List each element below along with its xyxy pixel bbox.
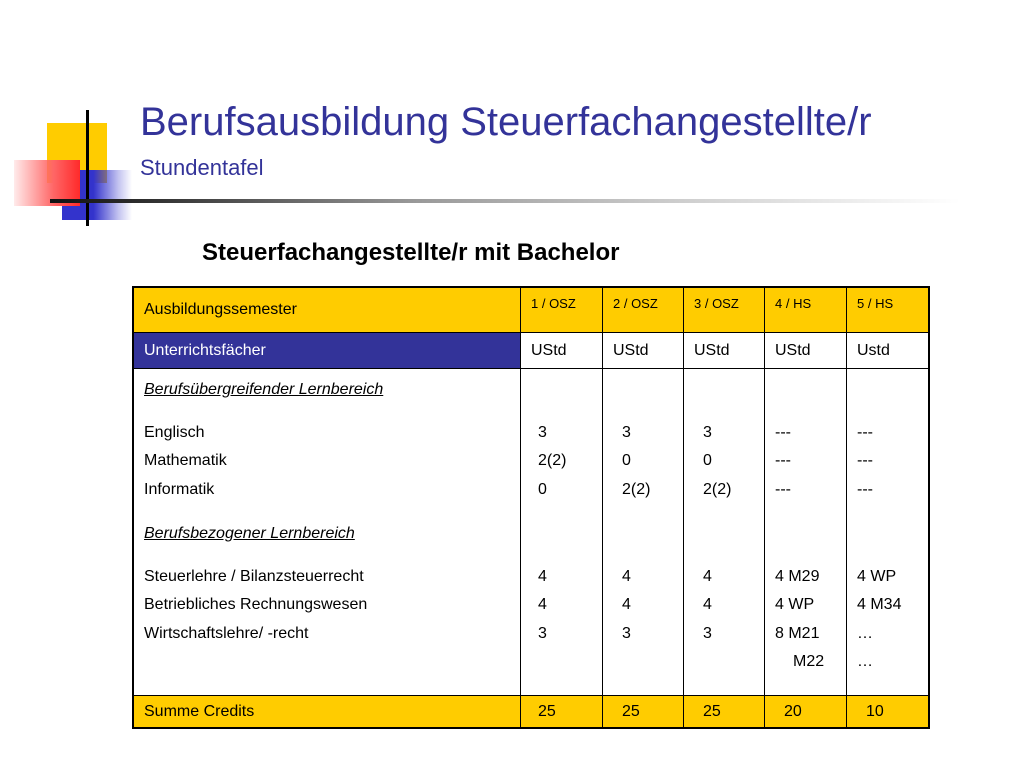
semester-4-values: [765, 369, 847, 696]
sum-1: 25: [521, 696, 603, 729]
title-underline: [50, 199, 960, 203]
subjects-label: Unterrichtsfächer: [133, 333, 521, 369]
value: 4 M34: [857, 596, 902, 613]
value: 0: [622, 452, 631, 469]
value: ---: [775, 452, 791, 469]
semester-row: [133, 287, 929, 333]
semester-3: 3 / OSZ: [684, 287, 765, 333]
table-heading: Steuerfachangestellte/r mit Bachelor: [202, 239, 620, 266]
sum-3: 25: [684, 696, 765, 729]
value: 2(2): [622, 480, 651, 498]
subject-tax: Steuerlehre / Bilanzsteuerrecht: [144, 567, 364, 585]
semester-2: 2 / OSZ: [603, 287, 684, 333]
unit-3: UStd: [684, 333, 765, 369]
value: 4 WP: [775, 596, 815, 613]
value: 4: [538, 567, 547, 585]
subject-informatics: Informatik: [144, 480, 215, 498]
value: ---: [857, 480, 873, 498]
value: 2(2): [538, 452, 567, 469]
sum-2: 25: [603, 696, 684, 729]
value: ---: [857, 452, 873, 469]
sum-row: [133, 696, 929, 729]
semester-1-values: [521, 369, 603, 696]
sum-5: 10: [847, 696, 930, 729]
value: 3: [538, 423, 547, 441]
subject-economics: Wirtschaftslehre/ -recht: [144, 624, 309, 642]
value: 4: [622, 596, 631, 613]
unit-1: UStd: [521, 333, 603, 369]
subject-english: Englisch: [144, 423, 205, 441]
unit-5: Ustd: [847, 333, 930, 369]
value: M22: [793, 653, 825, 670]
semester-5-values: [847, 369, 930, 696]
value: 3: [703, 624, 712, 642]
value: 3: [622, 624, 631, 642]
decor-vertical-line: [86, 110, 89, 226]
value: …: [857, 653, 873, 670]
units-row: [133, 333, 929, 369]
subjects-cell: [133, 369, 521, 696]
value: 4: [703, 567, 712, 585]
area-title-vocational: Berufsbezogener Lernbereich: [144, 525, 355, 542]
value: 2(2): [703, 480, 732, 498]
semester-2-values: [603, 369, 684, 696]
area-title-general: Berufsübergreifender Lernbereich: [144, 381, 384, 398]
unit-2: UStd: [603, 333, 684, 369]
value: 4: [538, 596, 547, 613]
value: 3: [538, 624, 547, 642]
sum-label: Summe Credits: [133, 696, 521, 729]
value: ---: [775, 423, 791, 441]
unit-4: UStd: [765, 333, 847, 369]
value: 0: [538, 480, 547, 498]
subject-math: Mathematik: [144, 452, 227, 469]
value: 4: [703, 596, 712, 613]
value: 0: [703, 452, 712, 469]
value: …: [857, 624, 873, 642]
semester-label: Ausbildungssemester: [133, 287, 521, 333]
semester-3-values: [684, 369, 765, 696]
slide-title: Berufsausbildung Steuerfachangestellte/r: [140, 100, 872, 144]
value: 3: [703, 423, 712, 441]
semester-5: 5 / HS: [847, 287, 930, 333]
sum-4: 20: [765, 696, 847, 729]
value: ---: [775, 480, 791, 498]
value: 4 M29: [775, 567, 820, 585]
semester-1: 1 / OSZ: [521, 287, 603, 333]
semester-4: 4 / HS: [765, 287, 847, 333]
value: 4: [622, 567, 631, 585]
subject-accounting: Betriebliches Rechnungswesen: [144, 596, 368, 613]
value: 3: [622, 423, 631, 441]
value: 4 WP: [857, 567, 897, 585]
value: 8 M21: [775, 624, 820, 642]
schedule-table: [132, 286, 930, 729]
subjects-row: [133, 369, 929, 696]
value: ---: [857, 423, 873, 441]
slide-subtitle: Stundentafel: [140, 155, 264, 180]
